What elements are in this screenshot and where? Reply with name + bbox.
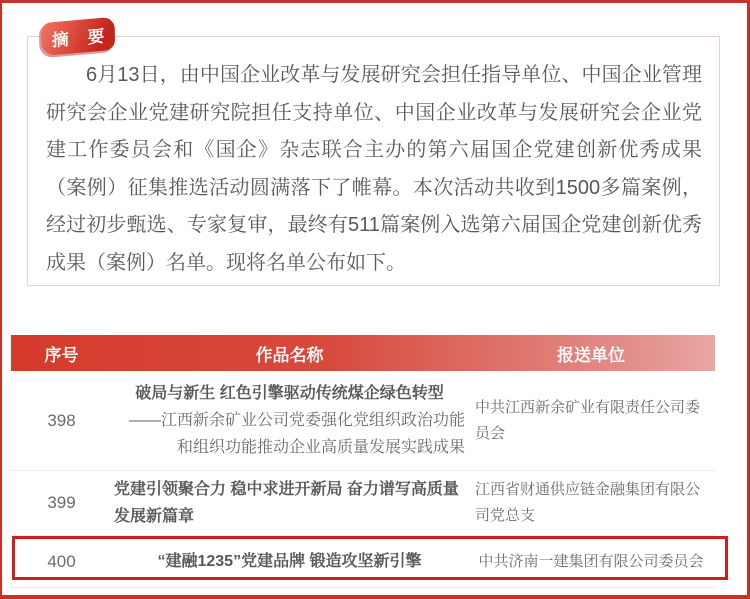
work-title-cell: [112, 380, 467, 461]
work-title-main: 破局与新生 红色引擎驱动传统煤企绿色转型: [135, 385, 444, 402]
column-header-submitting-unit: 报送单位: [557, 345, 625, 365]
table-row-content: [11, 540, 715, 584]
summary-badge-label: 摘 要: [51, 26, 112, 51]
work-title-cell: [112, 476, 467, 530]
table-row: [11, 471, 715, 536]
table-row: [11, 371, 715, 471]
table-header-row: [11, 335, 715, 371]
column-header-work-title: 作品名称: [255, 345, 324, 365]
summary-box: [27, 26, 720, 286]
column-header-number: 序号: [44, 345, 79, 365]
row-number: 399: [47, 493, 76, 512]
row-number: 398: [47, 410, 76, 430]
work-title-main: “建融1235”党建品牌 锻造攻坚新引擎: [157, 553, 422, 570]
submitting-unit: 中共江西新余矿业有限责任公司委员会: [475, 398, 701, 442]
results-table: [11, 335, 715, 588]
abstract-paragraph: 6月13日，由中国企业改革与发展研究会担任指导单位、中国企业管理研究会企业党建研究院担任支持单位、中国企业改革与发展研究会企业党建工作委员会和《国企》杂志联合主办的第六届国企党建创新优秀成果（案例）征集推选活动圆满落下了帷幕。本次活动共收到1500多篇案例，经过初步甄选、专家复审，最终有511篇案例入选第六届国企党建创新优秀成果（案例）名单。现将名单公布如下。: [46, 64, 702, 274]
work-title-main: 党建引领聚合力 稳中求进开新局 奋力谱写高质量发展新篇章: [114, 481, 459, 525]
table-row-highlighted: [11, 536, 715, 588]
work-title-subtitle: ——江西新余矿业公司党委强化党组织政治功能和组织功能推动企业高质量发展实践成果: [128, 412, 465, 456]
summary-badge: [41, 17, 115, 57]
submitting-unit: 江西省财通供应链金融集团有限公司党总支: [475, 481, 701, 524]
submitting-unit: 中共济南一建集团有限公司委员会: [478, 552, 704, 570]
row-number: 400: [47, 551, 76, 571]
work-title-cell: [112, 548, 467, 575]
